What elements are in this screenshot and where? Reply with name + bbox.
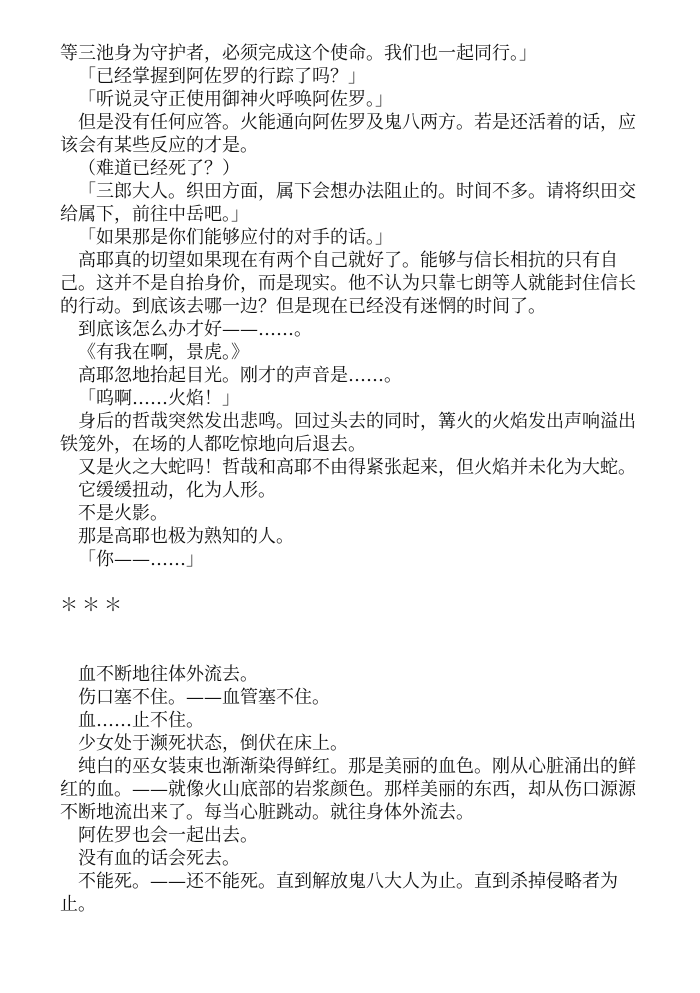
paragraph: （难道已经死了？） <box>78 158 240 179</box>
paragraph: 「呜啊……火焰！」 <box>78 388 240 409</box>
paragraph: 血不断地往体外流去。 <box>78 664 258 685</box>
paragraph: 不是火影。 <box>78 503 168 524</box>
section-gap <box>60 571 640 594</box>
section-gap <box>60 617 640 663</box>
paragraph: 「已经掌握到阿佐罗的行踪了吗？」 <box>78 66 366 87</box>
paragraph: 少女处于濒死状态，倒伏在床上。 <box>78 733 348 754</box>
paragraph: 「听说灵守正使用御神火呼唤阿佐罗。」 <box>78 89 393 110</box>
paragraph: 「三郎大人。织田方面，属下会想办法阻止的。时间不多。请将织田交给属下，前往中岳吧。」 <box>60 181 636 225</box>
paragraph: 到底该怎么办才好——……。 <box>78 319 312 340</box>
paragraph: 「你——……」 <box>78 549 204 570</box>
paragraph: 但是没有任何应答。火能通向阿佐罗及鬼八两方。若是还活着的话，应该会有某些反应的才是。 <box>60 112 636 156</box>
paragraph: 《有我在啊，景虎。》 <box>78 342 249 363</box>
paragraph: 伤口塞不住。——血管塞不住。 <box>78 687 330 708</box>
paragraph: 阿佐罗也会一起出去。 <box>78 825 258 846</box>
paragraph: 高耶真的切望如果现在有两个自己就好了。能够与信长相抗的只有自己。这并不是自抬身价，而是现实。他不认为只靠七朗等人就能封住信长的行动。到底该去哪一边？但是现在已经没有迷惘的时间了。 <box>60 250 636 317</box>
paragraph: 等三池身为守护者，必须完成这个使命。我们也一起同行。」 <box>60 43 537 64</box>
paragraph: 纯白的巫女装束也渐渐染得鲜红。那是美丽的血色。刚从心脏涌出的鲜红的血。——就像火山底部的岩浆颜色。那样美丽的东西，却从伤口源源不断地流出来了。每当心脏跳动。就往身体外流去。 <box>60 756 636 823</box>
paragraph: 没有血的话会死去。 <box>78 848 240 869</box>
scene-separator: ＊＊＊ <box>60 595 126 616</box>
paragraph: 不能死。——还不能死。直到解放鬼八大人为止。直到杀掉侵略者为止。 <box>60 871 618 915</box>
paragraph: 高耶忽地抬起目光。刚才的声音是……。 <box>78 365 402 386</box>
paragraph: 那是高耶也极为熟知的人。 <box>78 526 294 547</box>
paragraph: 它缓缓扭动，化为人形。 <box>78 480 276 501</box>
paragraph: 又是火之大蛇吗！哲哉和高耶不由得紧张起来，但火焰并未化为大蛇。 <box>78 457 636 478</box>
document-text-body <box>60 42 640 916</box>
paragraph: 身后的哲哉突然发出悲鸣。回过头去的同时，篝火的火焰发出声响溢出铁笼外，在场的人都吃惊地向后退去。 <box>60 411 636 455</box>
paragraph: 血……止不住。 <box>78 710 204 731</box>
paragraph: 「如果那是你们能够应付的对手的话。」 <box>78 227 393 248</box>
